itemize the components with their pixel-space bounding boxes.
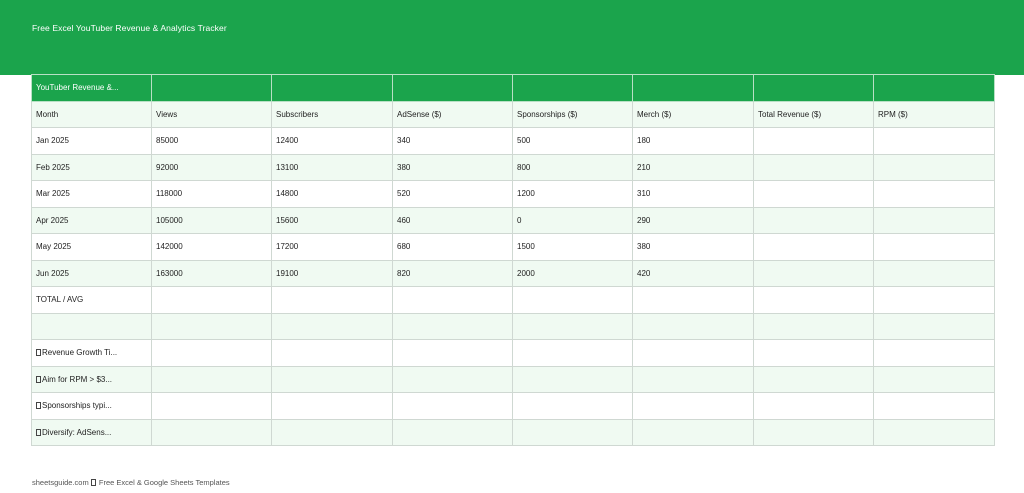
cell[interactable]: [272, 393, 393, 420]
cell[interactable]: 420: [633, 260, 754, 287]
cell[interactable]: [874, 207, 995, 234]
cell[interactable]: Total Revenue ($): [754, 101, 874, 128]
cell[interactable]: [32, 419, 152, 446]
cell[interactable]: 290: [633, 207, 754, 234]
cell[interactable]: [272, 313, 393, 340]
cell[interactable]: 12400: [272, 128, 393, 155]
cell[interactable]: [633, 287, 754, 314]
cell[interactable]: 17200: [272, 234, 393, 261]
header-banner: [0, 0, 1024, 75]
cell[interactable]: [754, 181, 874, 208]
cell[interactable]: [513, 393, 633, 420]
cell[interactable]: [633, 393, 754, 420]
cell[interactable]: TOTAL / AVG: [32, 287, 152, 314]
cell[interactable]: 380: [633, 234, 754, 261]
cell[interactable]: [874, 393, 995, 420]
cell[interactable]: [393, 340, 513, 367]
cell[interactable]: [754, 154, 874, 181]
cell[interactable]: 105000: [152, 207, 272, 234]
cell[interactable]: [272, 340, 393, 367]
cell[interactable]: [32, 340, 152, 367]
cell[interactable]: 180: [633, 128, 754, 155]
tip-icon: [36, 402, 41, 409]
table-row: [32, 260, 995, 287]
cell[interactable]: 2000: [513, 260, 633, 287]
separator-icon: [91, 479, 96, 486]
cell[interactable]: [754, 207, 874, 234]
cell[interactable]: [754, 340, 874, 367]
cell[interactable]: 118000: [152, 181, 272, 208]
table-row: [32, 234, 995, 261]
cell[interactable]: [754, 234, 874, 261]
cell[interactable]: [32, 313, 152, 340]
cell[interactable]: [513, 287, 633, 314]
cell[interactable]: [393, 393, 513, 420]
footer: [32, 478, 230, 487]
cell[interactable]: 820: [393, 260, 513, 287]
cell[interactable]: [152, 366, 272, 393]
cell[interactable]: Apr 2025: [32, 207, 152, 234]
cell[interactable]: 500: [513, 128, 633, 155]
cell[interactable]: [393, 287, 513, 314]
spreadsheet-table: [31, 74, 995, 446]
cell[interactable]: [32, 393, 152, 420]
cell[interactable]: [754, 419, 874, 446]
table-row: [32, 313, 995, 340]
cell[interactable]: Merch ($): [633, 101, 754, 128]
cell[interactable]: 310: [633, 181, 754, 208]
cell[interactable]: [393, 313, 513, 340]
cell[interactable]: 340: [393, 128, 513, 155]
cell[interactable]: 520: [393, 181, 513, 208]
cell[interactable]: [513, 75, 633, 102]
column-header-row: [32, 101, 995, 128]
cell[interactable]: Jan 2025: [32, 128, 152, 155]
cell[interactable]: [152, 75, 272, 102]
cell[interactable]: 14800: [272, 181, 393, 208]
tip-icon: [36, 376, 41, 383]
cell[interactable]: 92000: [152, 154, 272, 181]
cell[interactable]: 85000: [152, 128, 272, 155]
table-row: [32, 207, 995, 234]
cell[interactable]: [633, 366, 754, 393]
cell[interactable]: [874, 128, 995, 155]
cell[interactable]: [874, 234, 995, 261]
cell[interactable]: [152, 340, 272, 367]
cell[interactable]: 19100: [272, 260, 393, 287]
cell[interactable]: [874, 260, 995, 287]
cell[interactable]: 15600: [272, 207, 393, 234]
cell[interactable]: [272, 419, 393, 446]
cell[interactable]: [874, 181, 995, 208]
cell[interactable]: [754, 128, 874, 155]
cell[interactable]: [513, 313, 633, 340]
cell[interactable]: [633, 340, 754, 367]
cell[interactable]: Views: [152, 101, 272, 128]
cell[interactable]: [393, 366, 513, 393]
tip-text: Sponsorships typi...: [42, 401, 112, 411]
tip-icon: [36, 349, 41, 356]
cell[interactable]: [32, 366, 152, 393]
cell[interactable]: YouTuber Revenue &...: [32, 75, 152, 102]
cell[interactable]: 1500: [513, 234, 633, 261]
cell[interactable]: [513, 366, 633, 393]
tip-row: [32, 419, 995, 446]
cell[interactable]: [272, 287, 393, 314]
cell[interactable]: [874, 313, 995, 340]
cell[interactable]: [633, 419, 754, 446]
tip-text: Revenue Growth Ti...: [42, 348, 118, 358]
cell[interactable]: [874, 287, 995, 314]
cell[interactable]: [633, 75, 754, 102]
cell[interactable]: 0: [513, 207, 633, 234]
cell[interactable]: 680: [393, 234, 513, 261]
footer-text: Free Excel & Google Sheets Templates: [98, 478, 230, 487]
cell[interactable]: 1200: [513, 181, 633, 208]
tip-row: [32, 393, 995, 420]
cell[interactable]: [152, 313, 272, 340]
cell[interactable]: 460: [393, 207, 513, 234]
cell[interactable]: Subscribers: [272, 101, 393, 128]
cell[interactable]: [152, 419, 272, 446]
cell[interactable]: AdSense ($): [393, 101, 513, 128]
footer-site: sheetsguide.com: [32, 478, 89, 487]
cell[interactable]: [874, 75, 995, 102]
cell[interactable]: [633, 313, 754, 340]
cell[interactable]: 13100: [272, 154, 393, 181]
cell[interactable]: [272, 75, 393, 102]
cell[interactable]: [754, 366, 874, 393]
cell[interactable]: [754, 75, 874, 102]
tip-text: Aim for RPM > $3...: [42, 374, 113, 384]
cell[interactable]: Month: [32, 101, 152, 128]
table-row: [32, 287, 995, 314]
cell[interactable]: Feb 2025: [32, 154, 152, 181]
cell[interactable]: [874, 366, 995, 393]
cell[interactable]: Sponsorships ($): [513, 101, 633, 128]
cell[interactable]: [754, 313, 874, 340]
cell[interactable]: [874, 154, 995, 181]
cell[interactable]: [152, 393, 272, 420]
cell[interactable]: [754, 287, 874, 314]
cell[interactable]: 210: [633, 154, 754, 181]
cell[interactable]: [393, 419, 513, 446]
cell[interactable]: May 2025: [32, 234, 152, 261]
tip-row: [32, 340, 995, 367]
cell[interactable]: RPM ($): [874, 101, 995, 128]
table-row: [32, 128, 995, 155]
page-title: Free Excel YouTuber Revenue & Analytics Tracker: [32, 23, 227, 33]
tip-icon: [36, 429, 41, 436]
table-row: [32, 181, 995, 208]
cell[interactable]: [272, 366, 393, 393]
cell[interactable]: [874, 340, 995, 367]
tip-row: [32, 366, 995, 393]
sheet-title-row: [32, 75, 995, 102]
cell[interactable]: [513, 340, 633, 367]
table-row: [32, 154, 995, 181]
cell[interactable]: [152, 287, 272, 314]
cell[interactable]: [754, 260, 874, 287]
tip-text: Diversify: AdSens...: [42, 427, 112, 437]
cell[interactable]: 163000: [152, 260, 272, 287]
cell[interactable]: 142000: [152, 234, 272, 261]
cell[interactable]: [754, 393, 874, 420]
cell[interactable]: Mar 2025: [32, 181, 152, 208]
cell[interactable]: Jun 2025: [32, 260, 152, 287]
cell[interactable]: 800: [513, 154, 633, 181]
cell[interactable]: [874, 419, 995, 446]
cell[interactable]: [393, 75, 513, 102]
cell[interactable]: [513, 419, 633, 446]
cell[interactable]: 380: [393, 154, 513, 181]
